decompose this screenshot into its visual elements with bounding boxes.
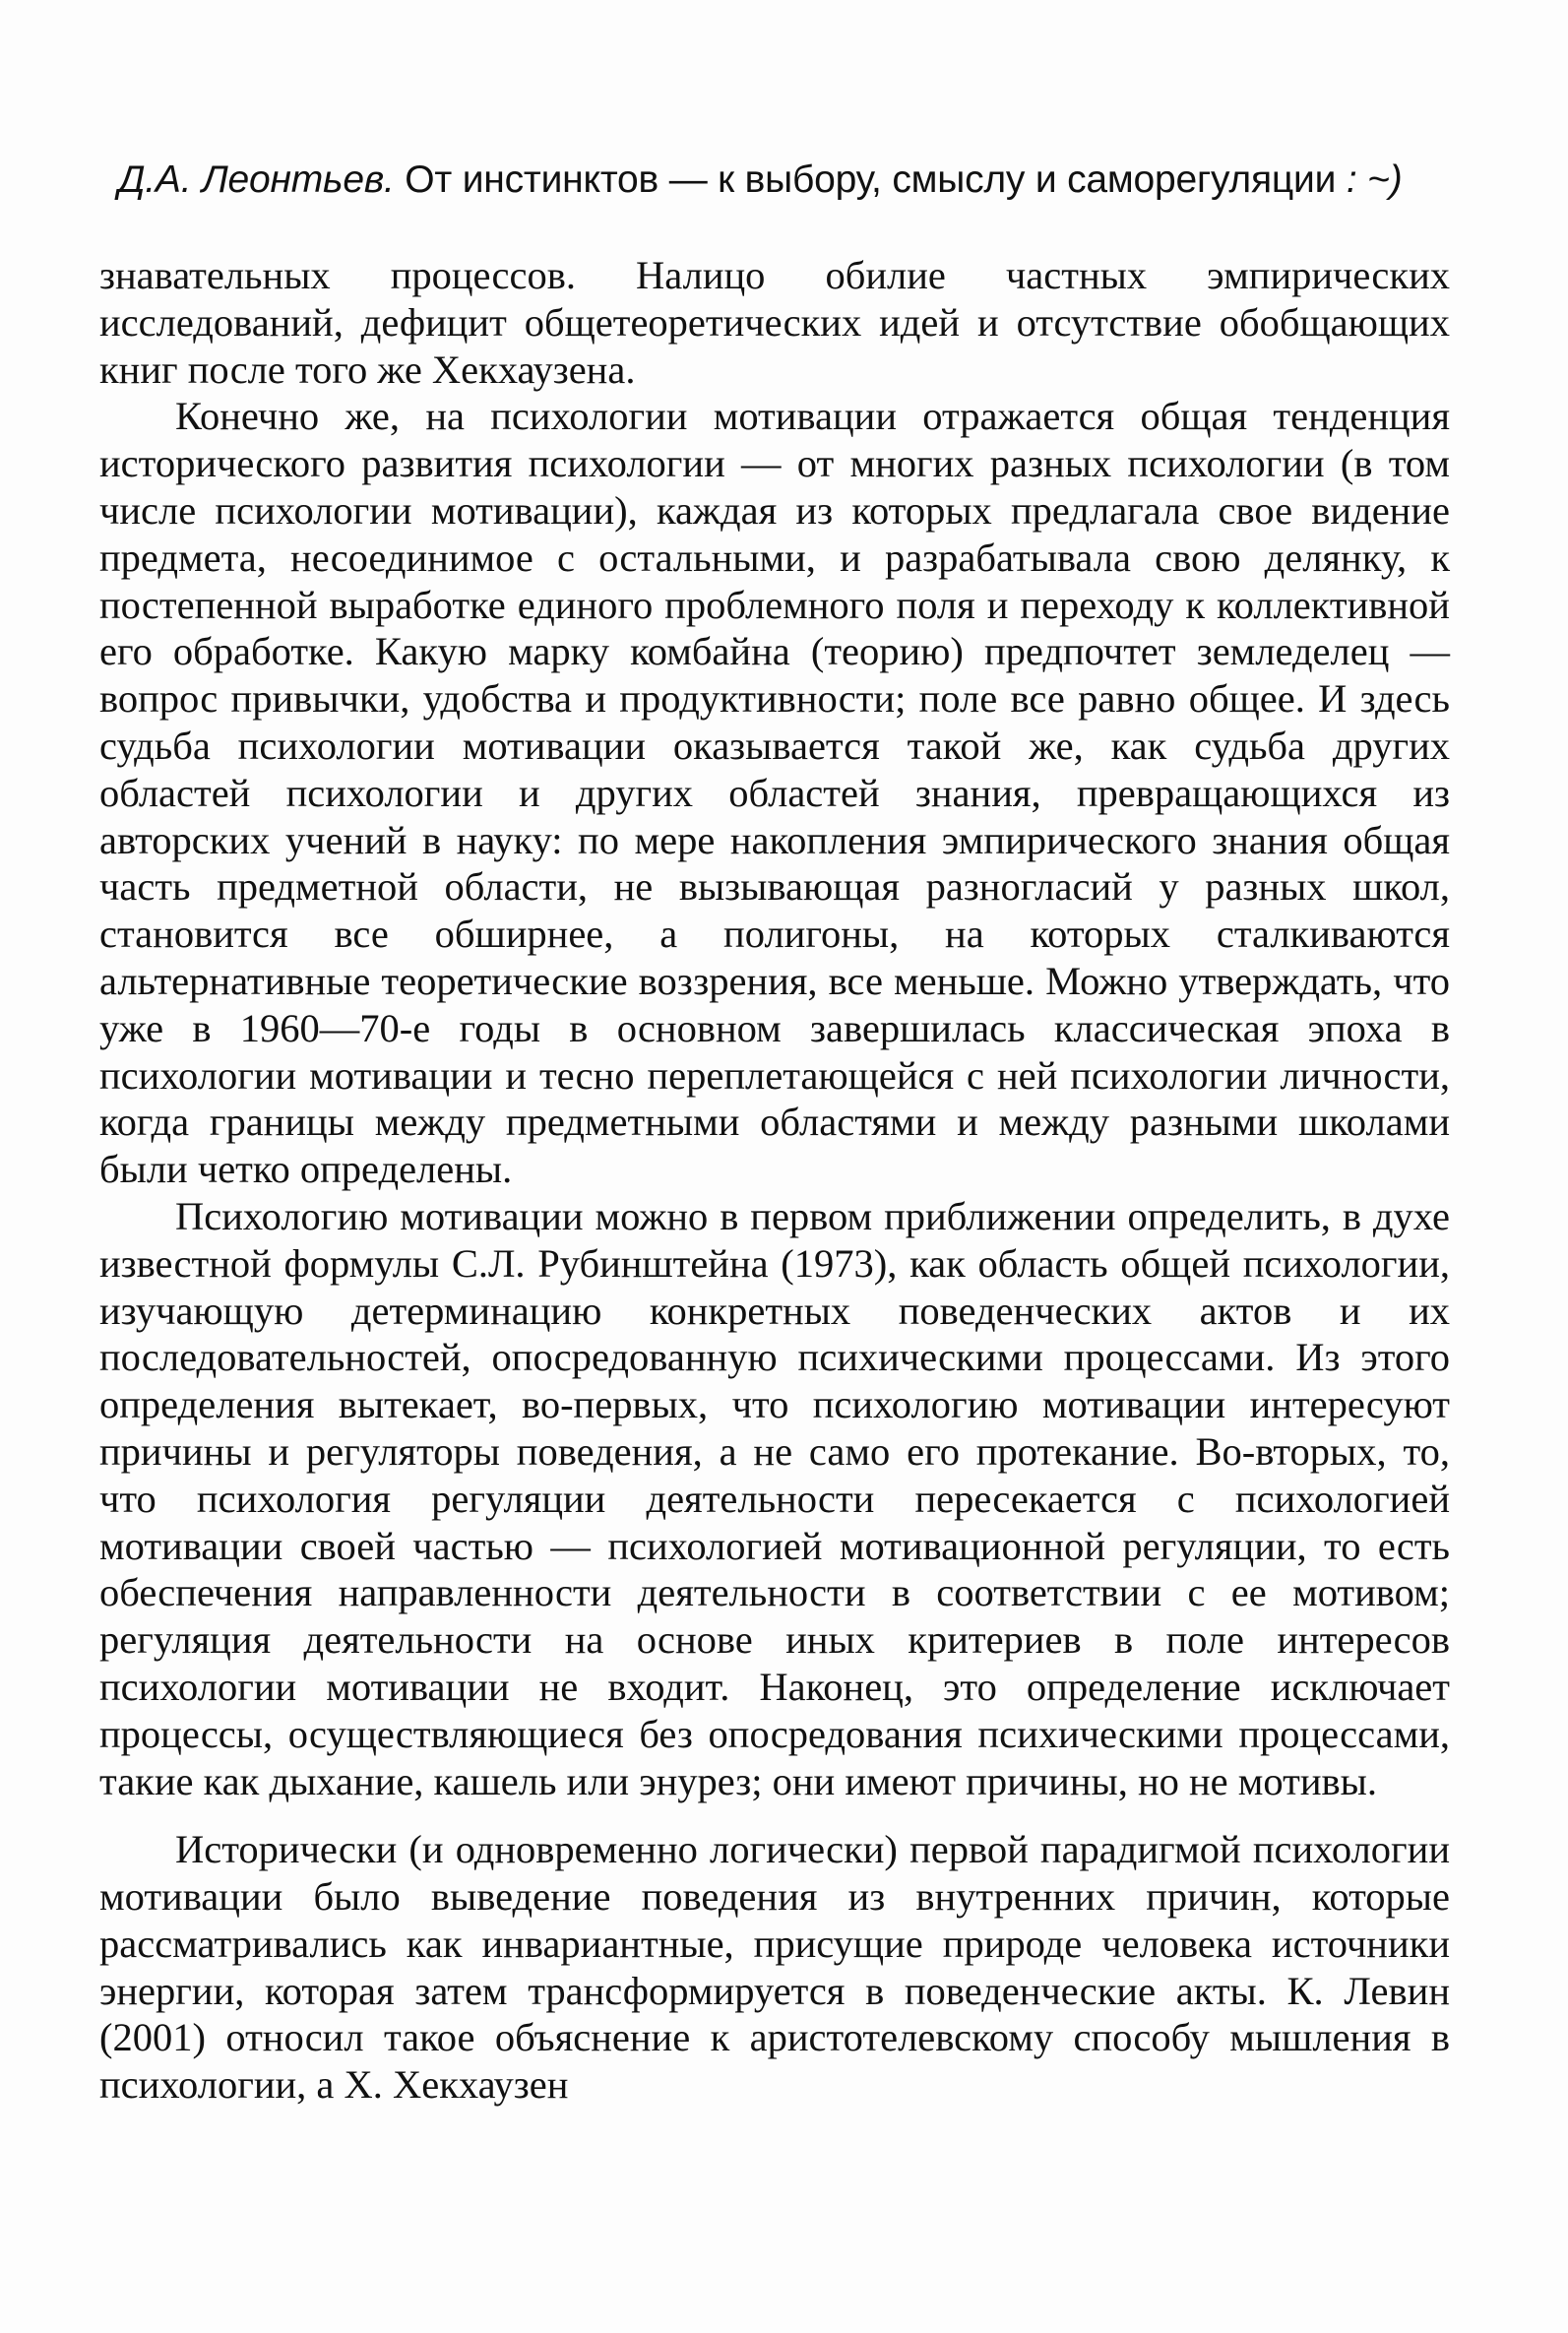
running-header <box>118 156 1452 205</box>
paragraph-continued: знавательных процессов. Налицо обилие частных эмпирических исследований, дефицит общетеоретических идей и отсутствие обобщающих книг после того же Хекхаузена. <box>99 253 1450 392</box>
header-author: Д.А. Леонтьев. <box>118 158 395 201</box>
header-mark: : ~) <box>1346 158 1403 201</box>
paragraph: Психологию мотивации можно в первом приближении определить, в духе известной формулы С.Л. Рубинштейна (1973), как область общей психологии, изучающую детерминацию конкретных поведенческих актов и их последовательностей, опосредованную психическими процессами. Из этого определения вытекает, во-первых, что психологию мотивации интересуют причины и регуляторы поведения, а не само его протекание. Во-вторых, то, что психология регуляции деятельности пересекается с психологией мотивации своей частью — психологией мотивационной регуляции, то есть обеспечения направленности деятельности в соответствии с ее мотивом; регуляция деятельности на основе иных критериев в поле интересов психологии мотивации не входит. Наконец, это определение исключает процессы, осуществляющиеся без опосредования психическими процессами, такие как дыхание, кашель или энурез; они имеют причины, но не мотивы. <box>99 1193 1450 1803</box>
header-title: От инстинктов — к выбору, смыслу и саморегуляции <box>405 158 1337 201</box>
paragraph: Конечно же, на психологии мотивации отражается общая тенденция исторического развития психологии — от многих разных психологии (в том числе психологии мотивации), каждая из которых предлагала свое видение предмета, несоединимое с остальными, и разрабатывала свою делянку, к постепенной выработке единого проблемного поля и переходу к коллективной его обработке. Какую марку комбайна (теорию) предпочтет земледелец — вопрос привычки, удобства и продуктивности; поле все равно общее. И здесь судьба психологии мотивации оказывается такой же, как судьба других областей психологии и других областей знания, превращающихся из авторских учений в науку: по мере накопления эмпирического знания общая часть предметной области, не вызывающая разногласий у разных школ, становится все обширнее, а полигоны, на которых сталкиваются альтернативные теоретические воззрения, все меньше. Можно утверждать, что уже в 1960—70-е годы в основном завершилась классическая эпоха в психологии мотивации и тесно переплетающейся с ней психологии личности, когда границы между предметными областями и между разными школами были четко определены. <box>99 394 1450 1192</box>
paragraph: Исторически (и одновременно логически) первой парадигмой психологии мотивации было выведение поведения из внутренних причин, которые рассматривались как инвариантные, присущие природе человека источники энергии, которая затем трансформируется в поведенческие акты. К. Левин (2001) относил такое объяснение к аристотелевскому способу мышления в психологии, а Х. Хекхаузен <box>99 1827 1450 2108</box>
body-text <box>99 252 1450 2109</box>
